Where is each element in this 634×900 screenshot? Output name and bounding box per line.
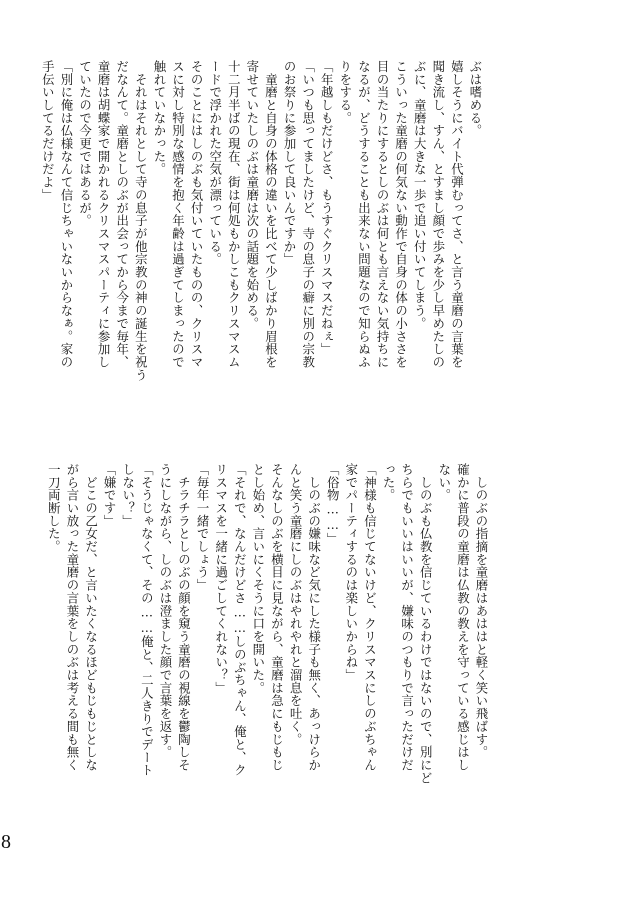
text-line: んと笑う童磨にしのぶはやれやれと溜息を吐く。 [288, 463, 304, 746]
text-line: ない。 [436, 463, 452, 502]
text-line: チラチラとしのぶの顔を窺う童磨の視線を鬱陶しそ [176, 463, 192, 772]
text-line: 嬉しそうにバイト代弾むってさ、と言う童磨の言葉を [449, 60, 465, 369]
text-line: しない？」 [120, 463, 136, 528]
text-line: とし始め、言いにくそうに口を開いた。 [250, 463, 266, 695]
text-line: それはそれとして寺の息子が他宗教の神の誕生を祝う [133, 60, 149, 382]
text-line: 「毎年一緒でしょう」 [195, 463, 211, 592]
text-line: リスマスを一緒に過ごしてくれない？」 [213, 463, 229, 695]
text-line: ちらでもいいはいいが、嫌味のつもりで言っただけだ [399, 463, 415, 772]
text-line: 「年越しもだけどさ、もうすぐクリスマスだねぇ」 [319, 60, 335, 356]
text-line: だなんて。童磨としのぶが出会ってから今まで毎年、 [114, 60, 130, 369]
text-line: なるが、どうすることも出来ない問題なので知らぬふ [356, 60, 372, 369]
text-line: 「別に俺は仏様なんて信じちゃいないからなぁ。家の [58, 60, 74, 369]
text-line: のお祭りに参加して良いんですか」 [282, 60, 298, 266]
text-line: 寄せていたしのぶは童磨は次の話題を始める。 [244, 60, 260, 330]
text-line: こういった童磨の何気ない動作で自身の体の小ささを [393, 60, 409, 369]
text-line: 手伝いしてるだけだよ」 [40, 60, 56, 202]
text-line: りをする。 [337, 60, 353, 125]
text-line: 十二月半ばの現在、街は何処もかしこもクリスマスム [226, 60, 242, 369]
text-line: 「そうじゃなくて、その……俺と、二人きりでデート [139, 463, 155, 777]
text-line: った。 [381, 463, 397, 502]
text-line: 一刀両断した。 [46, 463, 62, 553]
text-line: ていたので今更ではあるが。 [77, 60, 93, 228]
text-line: 「神様も信じてないけど、クリスマスにしのぶちゃん [362, 463, 378, 772]
text-line: 目の当たりにするとしのぶは何とも言えない気持ちに [375, 60, 391, 369]
text-line: 「俗物……」 [325, 463, 341, 546]
text-line: 「それで、なんだけどさ……しのぶちゃん、俺と、ク [232, 463, 248, 777]
text-line: 家でパーティするのは楽しいからね」 [343, 463, 359, 682]
text-line: 聞き流し、すん、とすまし顔で歩みを少し早めたしの [430, 60, 446, 369]
text-line: しのぶも仏教を信じているわけではないので、別にど [418, 463, 434, 785]
text-line: うにしながら、しのぶは澄ました顔で言葉を返す。 [157, 463, 173, 759]
text-line: ぶは嗜める。 [468, 60, 483, 138]
lower-text-block [44, 463, 490, 784]
text-line: 「いつも思ってましたけど、寺の息子の癖に別の宗教 [300, 60, 316, 369]
text-line: ぶに、童磨は大きな一歩で追い付いてしまう。 [412, 60, 428, 330]
text-line: がら言い放った童磨の言葉をしのぶは考える間も無く [64, 463, 80, 772]
text-line: そのことにはしのぶも気付いていたものの、クリスマ [189, 60, 205, 369]
text-line: しのぶの指摘を童磨はあははと軽く笑い飛ばす。 [474, 463, 489, 759]
text-line: スに対し特別な感情を抱く年齢は過ぎてしまったので [170, 60, 186, 369]
text-line: 童磨は胡蝶家で開かれるクリスマスパーティに参加し [96, 60, 112, 369]
text-line: 確かに普段の童磨は仏教の教えを守っている感じはし [455, 463, 471, 772]
text-line: 童磨と自身の体格の違いを比べて少しばかり眉根を [263, 60, 279, 369]
text-line: 触れていなかった。 [151, 60, 167, 176]
page-number: 8 [1, 831, 11, 853]
text-line: どこの乙女だ、と言いたくなるほどもじもじとしな [83, 463, 99, 772]
upper-text-block [38, 60, 484, 381]
text-line: ードで浮かれた空気が漂っている。 [207, 60, 223, 266]
text-line: 「嫌です」 [102, 463, 118, 528]
text-line: しのぶの嫌味など気にした様子も無く、あっけらか [306, 463, 322, 772]
text-line: そんなしのぶを横目に見ながら、童磨は急にもじもじ [269, 463, 285, 772]
